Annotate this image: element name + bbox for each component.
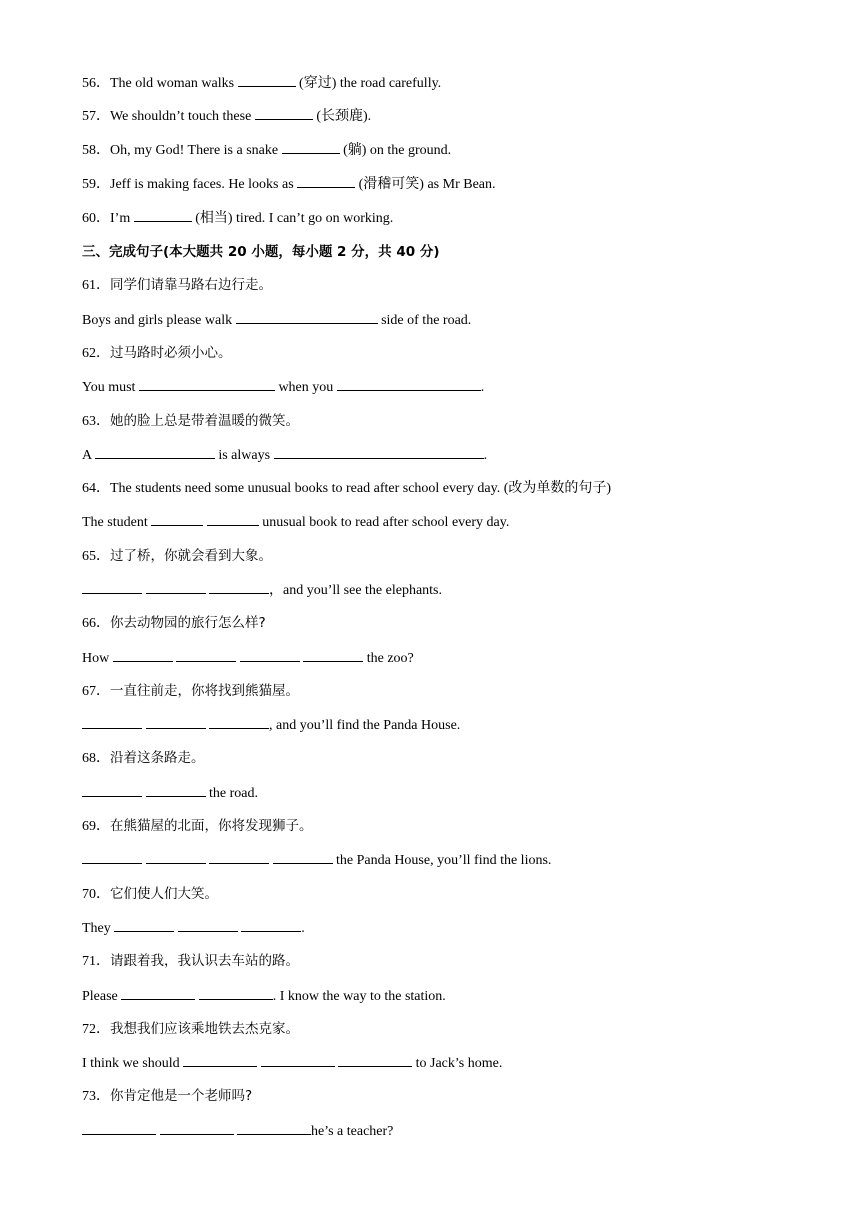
answer-blank[interactable]	[114, 919, 174, 932]
question-text: We shouldn’t touch these	[110, 109, 255, 124]
question-number: 68．	[82, 751, 110, 766]
answer-blank[interactable]	[146, 784, 206, 797]
chinese-prompt: 她的脸上总是带着温暖的微笑。	[110, 413, 299, 429]
sentence-text: They	[82, 921, 115, 936]
sentence-text: You must	[82, 380, 139, 395]
sentence-text: the Panda House, you’ll find the lions.	[332, 853, 552, 868]
question-number: 56．	[82, 76, 110, 91]
section-heading: 三、完成句子(本大题共 20 小题，每小题 2 分，共 40 分)	[82, 244, 440, 260]
question-68-answer	[82, 784, 258, 803]
chinese-prompt: 我想我们应该乘地铁去杰克家。	[110, 1021, 299, 1037]
question-64-answer	[82, 513, 509, 532]
answer-blank[interactable]	[82, 851, 142, 864]
question-65-answer	[82, 581, 442, 600]
answer-blank[interactable]	[238, 74, 296, 87]
sentence-text: unusual book to read after school every day.	[258, 515, 510, 530]
sentence-text: . I know the way to the station.	[272, 989, 446, 1004]
sentence-text: A	[82, 448, 95, 463]
question-text: Jeff is making faces. He looks as	[110, 177, 298, 192]
question-number: 60．	[82, 211, 110, 226]
question-number: 64．	[82, 481, 110, 496]
chinese-prompt: 你肯定他是一个老师吗?	[110, 1088, 253, 1104]
question-66-prompt	[82, 614, 266, 633]
answer-blank[interactable]	[207, 513, 259, 526]
answer-blank[interactable]	[209, 851, 269, 864]
question-73-prompt	[82, 1087, 252, 1106]
question-63-prompt	[82, 412, 299, 431]
chinese-prompt: 在熊猫屋的北面，你将发现狮子。	[110, 818, 313, 834]
question-text: I’m	[110, 211, 134, 226]
question-text: (躺) on the ground.	[339, 143, 452, 158]
question-number: 70．	[82, 887, 110, 902]
question-number: 65．	[82, 549, 110, 564]
answer-blank[interactable]	[146, 581, 206, 594]
sentence-text: the zoo?	[363, 651, 414, 666]
answer-blank[interactable]	[338, 1054, 412, 1067]
sentence-text: , and you’ll find the Panda House.	[269, 718, 461, 733]
question-text: (相当) tired. I can’t go on working.	[191, 211, 394, 226]
chinese-prompt: 一直往前走，你将找到熊猫屋。	[110, 683, 299, 699]
chinese-prompt: 过了桥，你就会看到大象。	[110, 548, 272, 564]
chinese-prompt: 请跟着我，我认识去车站的路。	[110, 953, 299, 969]
question-72-prompt	[82, 1020, 299, 1039]
answer-blank[interactable]	[209, 581, 269, 594]
answer-blank[interactable]	[82, 784, 142, 797]
answer-blank[interactable]	[199, 987, 273, 1000]
question-number: 72．	[82, 1022, 110, 1037]
question-73-answer	[82, 1122, 393, 1141]
sentence-text: to Jack’s home.	[412, 1056, 503, 1071]
sentence-text: when you	[274, 380, 337, 395]
question-text: The students need some unusual books to read after school every day. (改为单数的句子)	[110, 481, 612, 496]
sentence-text: the road.	[205, 786, 258, 801]
question-69-answer	[82, 851, 551, 870]
question-text: (长颈鹿).	[312, 109, 372, 124]
answer-blank[interactable]	[273, 851, 333, 864]
answer-blank[interactable]	[209, 716, 269, 729]
question-65-prompt	[82, 547, 272, 566]
answer-blank[interactable]	[183, 1054, 257, 1067]
sentence-text: is always	[214, 448, 274, 463]
answer-blank[interactable]	[95, 446, 215, 459]
chinese-prompt: 你去动物园的旅行怎么样?	[110, 615, 266, 631]
answer-blank[interactable]	[297, 175, 355, 188]
answer-blank[interactable]	[82, 581, 142, 594]
question-number: 73．	[82, 1089, 110, 1104]
sentence-text: .	[301, 921, 305, 936]
answer-blank[interactable]	[282, 141, 340, 154]
question-59	[82, 175, 496, 194]
question-number: 67．	[82, 684, 110, 699]
answer-blank[interactable]	[303, 649, 363, 662]
answer-blank[interactable]	[121, 987, 195, 1000]
answer-blank[interactable]	[255, 107, 313, 120]
question-text: Oh, my God! There is a snake	[110, 143, 282, 158]
answer-blank[interactable]	[240, 649, 300, 662]
question-56	[82, 74, 441, 93]
question-61-answer	[82, 311, 471, 330]
answer-blank[interactable]	[146, 716, 206, 729]
question-69-prompt	[82, 817, 313, 836]
question-71-prompt	[82, 952, 299, 971]
question-number: 59．	[82, 177, 110, 192]
question-number: 57．	[82, 109, 110, 124]
question-63-answer	[82, 446, 487, 465]
question-number: 71．	[82, 954, 110, 969]
answer-blank[interactable]	[160, 1122, 234, 1135]
answer-blank[interactable]	[134, 209, 192, 222]
answer-blank[interactable]	[236, 311, 378, 324]
sentence-text: Please	[82, 989, 122, 1004]
question-57	[82, 107, 371, 126]
sentence-text: he’s a teacher?	[311, 1124, 394, 1139]
question-66-answer	[82, 649, 414, 668]
question-62-prompt	[82, 344, 232, 363]
question-70-answer	[82, 919, 305, 938]
sentence-text: I think we should	[82, 1056, 184, 1071]
answer-blank[interactable]	[178, 919, 238, 932]
question-62-answer	[82, 378, 484, 397]
answer-blank[interactable]	[176, 649, 236, 662]
question-text: (穿过) the road carefully.	[295, 76, 442, 91]
question-number: 66．	[82, 616, 110, 631]
answer-blank[interactable]	[82, 716, 142, 729]
question-68-prompt	[82, 749, 205, 768]
answer-blank[interactable]	[82, 1122, 156, 1135]
question-number: 69．	[82, 819, 110, 834]
answer-blank[interactable]	[237, 1122, 311, 1135]
question-text: The old woman walks	[110, 76, 238, 91]
chinese-prompt: 同学们请靠马路右边行走。	[110, 277, 272, 293]
question-61-prompt	[82, 276, 272, 295]
question-72-answer	[82, 1054, 502, 1073]
chinese-prompt: 沿着这条路走。	[110, 750, 205, 766]
chinese-prompt: 过马路时必须小心。	[110, 345, 232, 361]
sentence-text: The student	[82, 515, 152, 530]
question-60	[82, 209, 393, 228]
sentence-text: Boys and girls please walk	[82, 313, 236, 328]
answer-blank[interactable]	[151, 513, 203, 526]
answer-blank[interactable]	[146, 851, 206, 864]
question-number: 61．	[82, 278, 110, 293]
answer-blank[interactable]	[113, 649, 173, 662]
sentence-text: side of the road.	[377, 313, 472, 328]
sentence-text: .	[483, 448, 488, 463]
question-number: 63．	[82, 414, 110, 429]
question-58	[82, 141, 451, 160]
question-64-prompt	[82, 480, 611, 498]
question-text: (滑稽可笑) as Mr Bean.	[355, 177, 496, 192]
answer-blank[interactable]	[274, 446, 484, 459]
sentence-text: ，and you’ll see the elephants.	[269, 583, 443, 598]
question-number: 62．	[82, 346, 110, 361]
sentence-text: .	[480, 380, 485, 395]
question-67-prompt	[82, 682, 299, 701]
answer-blank[interactable]	[261, 1054, 335, 1067]
question-67-answer	[82, 716, 460, 735]
sentence-text: How	[82, 651, 113, 666]
question-71-answer	[82, 987, 446, 1006]
answer-blank[interactable]	[241, 919, 301, 932]
chinese-prompt: 它们使人们大笑。	[110, 886, 218, 902]
question-70-prompt	[82, 885, 218, 904]
answer-blank[interactable]	[139, 378, 275, 391]
question-number: 58．	[82, 143, 110, 158]
answer-blank[interactable]	[337, 378, 481, 391]
